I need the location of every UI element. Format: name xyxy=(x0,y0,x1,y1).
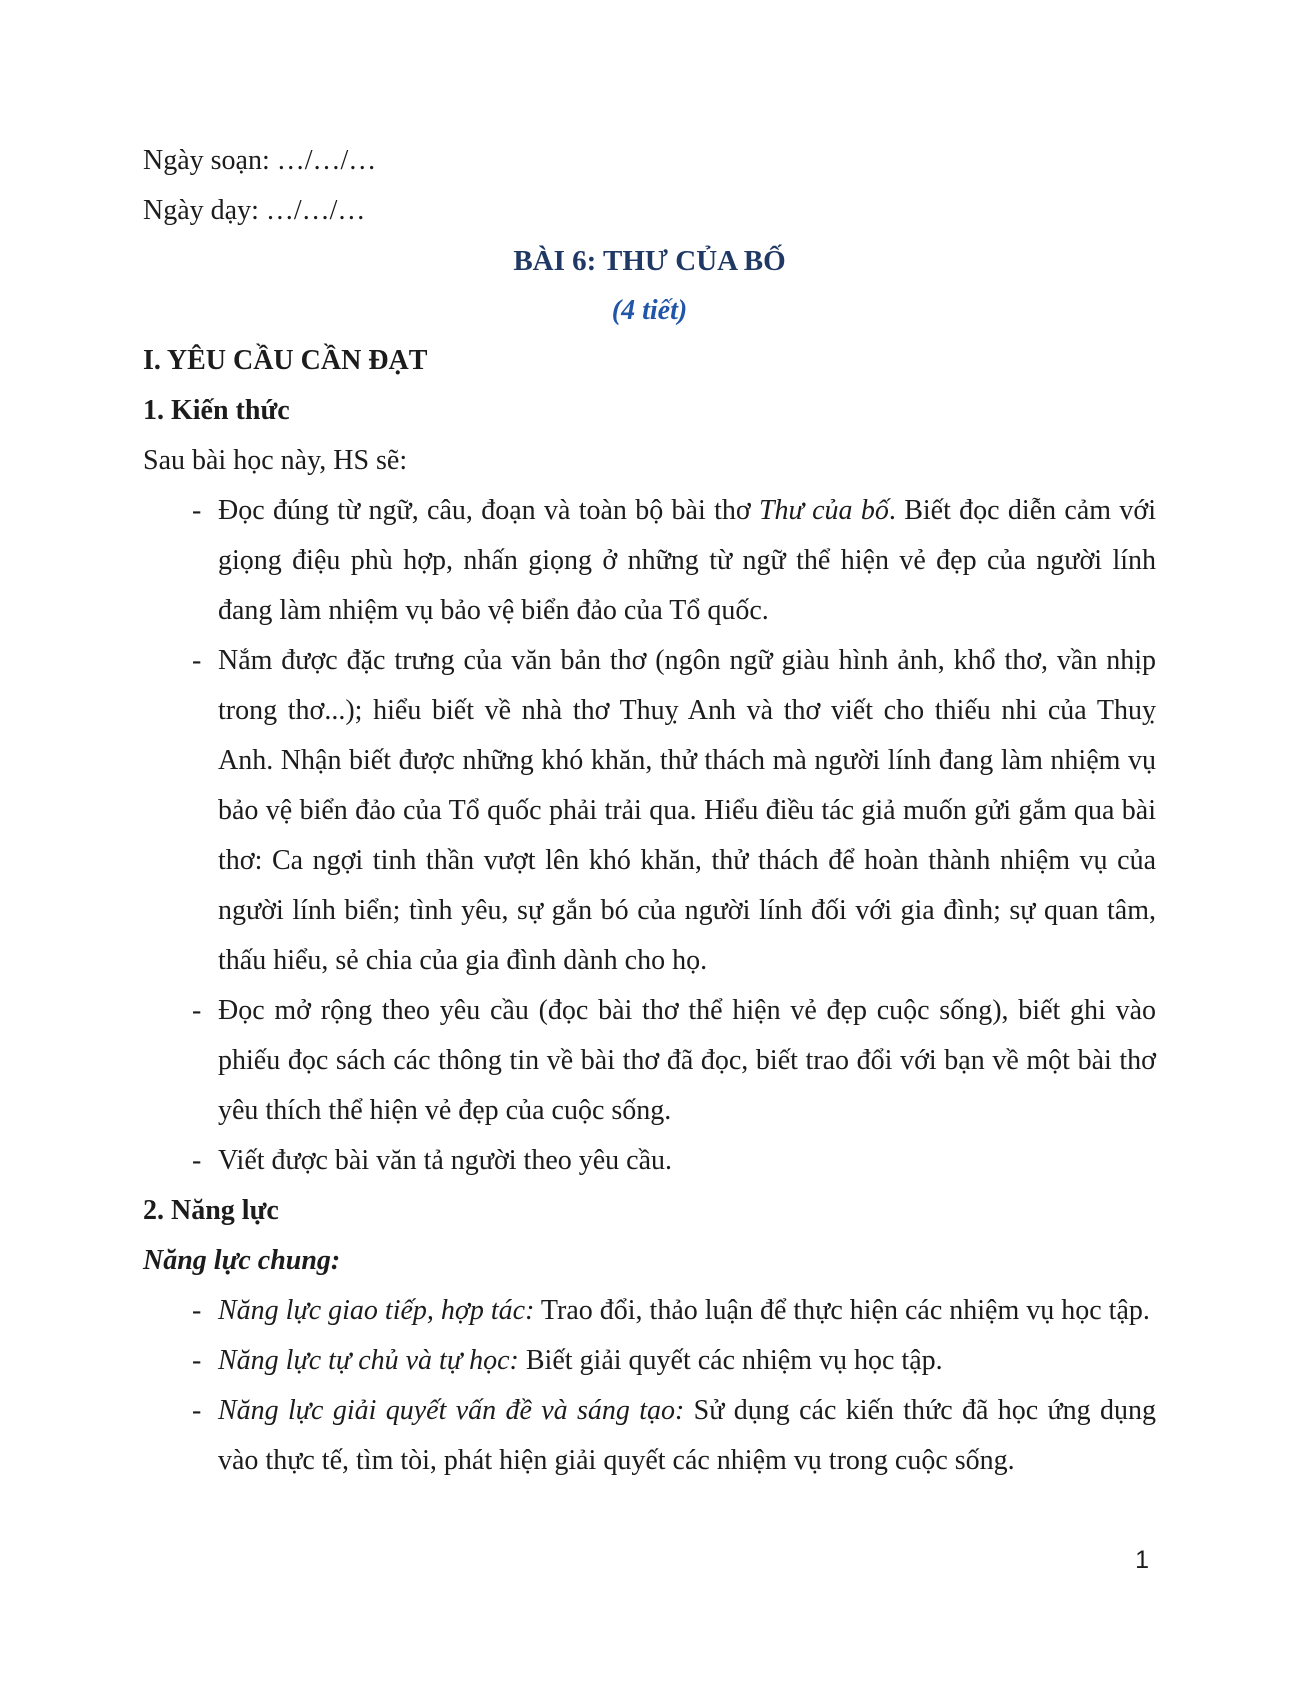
list-item-text: Biết giải quyết các nhiệm vụ học tập. xyxy=(518,1345,943,1376)
knowledge-list-item xyxy=(143,636,1156,986)
knowledge-intro: Sau bài học này, HS sẽ: xyxy=(143,445,408,476)
general-competencies-heading: Năng lực chung: xyxy=(143,1245,341,1276)
section-heading-requirements: I. YÊU CẦU CẦN ĐẠT xyxy=(143,345,428,376)
bullet-dash: - xyxy=(192,645,202,676)
list-item-text-italic: Năng lực giải quyết vấn đề và sáng tạo: xyxy=(218,1395,685,1426)
subsection-heading-knowledge: 1. Kiến thức xyxy=(143,395,290,426)
list-item-text-italic: Năng lực giao tiếp, hợp tác: xyxy=(218,1295,535,1326)
bullet-dash: - xyxy=(192,1345,202,1376)
bullet-dash: - xyxy=(192,1145,202,1176)
competency-list-item xyxy=(143,1386,1156,1486)
lesson-subtitle: (4 tiết) xyxy=(611,295,688,326)
bullet-dash: - xyxy=(192,1395,202,1426)
list-item-text: Sử dụng các kiến thức đã học ứng dụng vào thực tế, tìm tòi, phát hiện giải quyết các nhiệm vụ trong cuộc sống. xyxy=(218,1395,1156,1476)
page-number: 1 xyxy=(1135,1546,1149,1574)
lesson-title: BÀI 6: THƯ CỦA BỐ xyxy=(513,245,786,277)
subsection-heading-competencies: 2. Năng lực xyxy=(143,1195,279,1226)
list-item-text-italic: Thư của bố xyxy=(758,495,889,526)
list-item-text: Đọc mở rộng theo yêu cầu (đọc bài thơ thể hiện vẻ đẹp cuộc sống), biết ghi vào phiếu đọc sách các thông tin về bài thơ đã đọc, biết trao đổi với bạn về một bài thơ yêu thích thể hiện vẻ đẹp của cuộc sống. xyxy=(218,995,1156,1126)
bullet-dash: - xyxy=(192,1295,202,1326)
competency-list-item xyxy=(143,1336,1156,1386)
bullet-dash: - xyxy=(192,495,202,526)
bullet-dash: - xyxy=(192,995,202,1026)
list-item-text: Nắm được đặc trưng của văn bản thơ (ngôn ngữ giàu hình ảnh, khổ thơ, vần nhịp trong thơ...); hiểu biết về nhà thơ Thuỵ Anh và thơ viết cho thiếu nhi của Thuỵ Anh. Nhận biết được những khó khăn, thử thách mà người lính đang làm nhiệm vụ bảo vệ biển đảo của Tổ quốc phải trải qua. Hiểu điều tác giả muốn gửi gắm qua bài thơ: Ca ngợi tinh thần vượt lên khó khăn, thử thách để hoàn thành nhiệm vụ của người lính biển; tình yêu, sự gắn bó của người lính đối với gia đình; sự quan tâm, thấu hiểu, sẻ chia của gia đình dành cho họ. xyxy=(218,645,1156,976)
list-item-text: Viết được bài văn tả người theo yêu cầu. xyxy=(218,1145,673,1176)
knowledge-list-item xyxy=(143,986,1156,1136)
list-item-text: Đọc đúng từ ngữ, câu, đoạn và toàn bộ bài thơ xyxy=(218,495,759,526)
knowledge-list-item xyxy=(143,486,1156,636)
knowledge-list-item xyxy=(143,1136,1156,1186)
list-item-text: Trao đổi, thảo luận để thực hiện các nhiệm vụ học tập. xyxy=(534,1295,1150,1326)
competency-list-item xyxy=(143,1286,1156,1336)
date-prepared-line: Ngày soạn: …/…/… xyxy=(143,145,377,176)
list-item-text: . Biết đọc diễn cảm với giọng điệu phù hợp, nhấn giọng ở những từ ngữ thể hiện vẻ đẹp của người lính đang làm nhiệm vụ bảo vệ biển đảo của Tổ quốc. xyxy=(218,495,1156,626)
list-item-text-italic: Năng lực tự chủ và tự học: xyxy=(218,1345,519,1376)
date-taught-line: Ngày dạy: …/…/… xyxy=(143,195,366,226)
